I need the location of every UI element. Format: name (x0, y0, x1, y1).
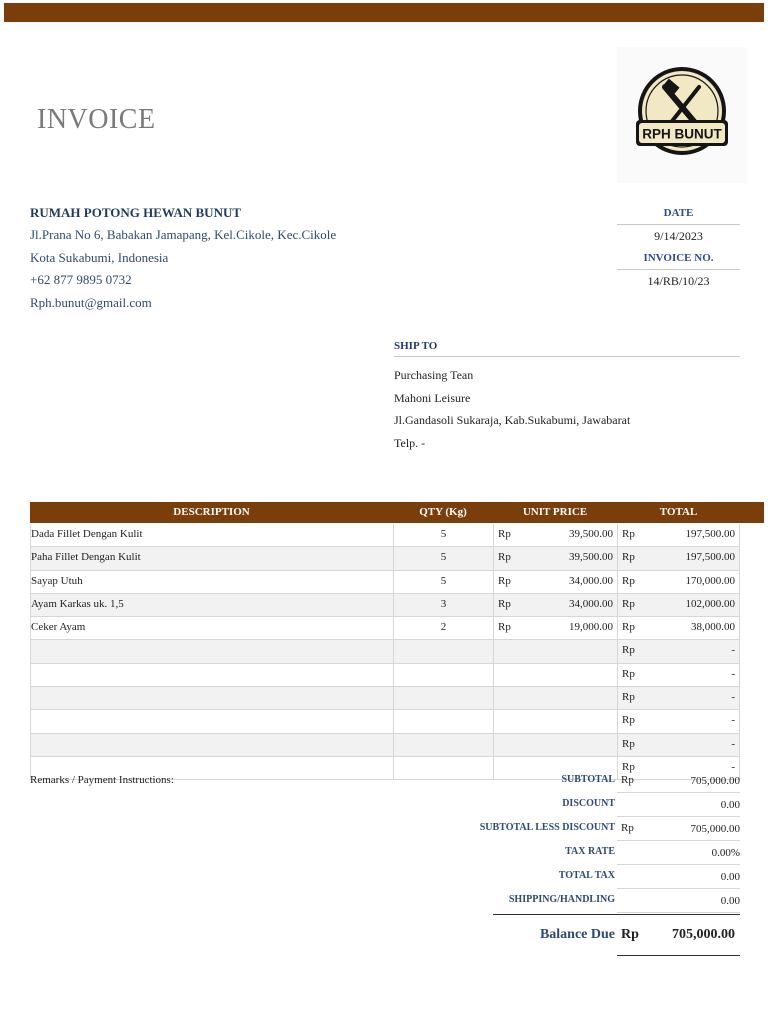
item-qty: 5 (393, 571, 493, 593)
remarks-label: Remarks / Payment Instructions: (30, 774, 174, 786)
item-description: Ayam Karkas uk. 1,5 (30, 594, 393, 616)
item-qty (393, 640, 493, 662)
item-unit-price: 39,500.00 (569, 551, 613, 564)
unit-price-currency: Rp (493, 571, 533, 593)
logo-text: RPH BUNUT (642, 126, 722, 142)
summary-currency: Rp (621, 774, 634, 786)
item-qty: 2 (393, 617, 493, 639)
item-unit-price (533, 664, 617, 686)
item-unit-price (533, 710, 617, 732)
header-total: TOTAL (659, 506, 698, 518)
item-qty: 3 (393, 594, 493, 616)
item-description: Paha Fillet Dengan Kulit (30, 547, 393, 569)
company-address-line-2: Kota Sukabumi, Indonesia (30, 249, 169, 265)
item-unit-price: 34,000.00 (569, 574, 613, 587)
item-total: 170,000.00 (657, 571, 740, 593)
total-currency: Rp (617, 640, 657, 662)
table-row (30, 571, 740, 594)
table-row (30, 617, 740, 640)
summary-row-discount (440, 794, 740, 818)
item-description: Ceker Ayam (30, 617, 393, 639)
rph-bunut-logo-icon (617, 47, 747, 183)
table-row (30, 664, 740, 687)
total-currency: Rp (617, 571, 657, 593)
item-total: 197,500.00 (657, 547, 740, 569)
summary-value: 0.00% (617, 842, 740, 865)
table-row (30, 687, 740, 710)
summary-block (440, 770, 740, 914)
summary-row-total-tax (440, 866, 740, 890)
header-unit-price: UNIT PRICE (522, 506, 588, 518)
item-qty (393, 664, 493, 686)
unit-price-cell (493, 640, 533, 662)
item-total: - (657, 734, 740, 756)
summary-label: TOTAL TAX (558, 870, 615, 881)
table-row (30, 594, 740, 617)
invoice-number-label: INVOICE NO. (617, 250, 740, 270)
summary-label: DISCOUNT (562, 798, 615, 809)
invoice-number-value: 14/RB/10/23 (647, 274, 710, 288)
total-currency: Rp (617, 547, 657, 569)
ship-to-line: Jl.Gandasoli Sukaraja, Kab.Sukabumi, Jawabarat (394, 413, 631, 427)
table-header (30, 502, 764, 523)
total-currency: Rp (617, 734, 657, 756)
item-description (30, 687, 393, 709)
unit-price-cell (493, 687, 533, 709)
summary-row-subtotal (440, 770, 740, 794)
company-phone: +62 877 9895 0732 (30, 272, 132, 287)
balance-due-underline (617, 955, 740, 956)
total-currency: Rp (617, 524, 657, 546)
item-qty (393, 734, 493, 756)
summary-label: SUBTOTAL (561, 774, 615, 785)
summary-label: SUBTOTAL LESS DISCOUNT (479, 822, 615, 833)
item-total: - (657, 687, 740, 709)
ship-to-line: Purchasing Tean (394, 368, 474, 382)
item-qty: 5 (393, 547, 493, 569)
invoice-meta (617, 205, 740, 295)
header-bar (4, 3, 764, 22)
item-unit-price: 34,000.00 (569, 597, 613, 610)
unit-price-cell (493, 734, 533, 756)
total-currency: Rp (617, 710, 657, 732)
summary-currency: Rp (621, 822, 634, 834)
summary-label: SHIPPING/HANDLING (508, 894, 615, 905)
item-description (30, 664, 393, 686)
item-unit-price (533, 687, 617, 709)
unit-price-currency: Rp (493, 524, 533, 546)
table-row (30, 547, 740, 570)
unit-price-currency: Rp (493, 547, 533, 569)
summary-label: TAX RATE (565, 846, 615, 857)
company-info (30, 205, 336, 317)
total-currency: Rp (617, 687, 657, 709)
total-currency: Rp (617, 664, 657, 686)
summary-divider (493, 914, 740, 915)
table-row (30, 734, 740, 757)
table-row (30, 640, 740, 663)
item-total: - (657, 710, 740, 732)
ship-to-line: Telp. - (394, 435, 426, 450)
date-value: 9/14/2023 (654, 229, 703, 243)
ship-to-block (394, 338, 740, 454)
company-address-line-1: Jl.Prana No 6, Babakan Jamapang, Kel.Cikole, Kec.Cikole (30, 227, 337, 242)
summary-value: 705,000.00 (617, 770, 740, 793)
company-name: RUMAH POTONG HEWAN BUNUT (30, 205, 242, 220)
item-description (30, 734, 393, 756)
summary-value: 705,000.00 (617, 818, 740, 841)
unit-price-cell (493, 710, 533, 732)
item-unit-price: 39,500.00 (569, 528, 613, 540)
header-qty: QTY (Kg) (419, 506, 467, 518)
balance-due (440, 923, 740, 957)
total-currency: Rp (617, 594, 657, 616)
item-qty (393, 687, 493, 709)
item-description: Sayap Utuh (30, 571, 393, 593)
company-logo (617, 47, 747, 183)
ship-to-label: SHIP TO (394, 338, 740, 357)
date-label: DATE (617, 205, 740, 225)
balance-due-value: 705,000.00 (672, 927, 735, 942)
item-description (30, 640, 393, 662)
page-title: INVOICE (37, 104, 156, 135)
header-description: DESCRIPTION (173, 506, 250, 518)
ship-to-line: Mahoni Leisure (394, 390, 471, 405)
total-currency: Rp (617, 617, 657, 639)
item-qty: 5 (393, 524, 493, 546)
item-total: 102,000.00 (657, 594, 740, 616)
summary-value: 0.00 (617, 890, 740, 913)
item-description (30, 710, 393, 732)
balance-due-currency: Rp (621, 927, 639, 942)
unit-price-currency: Rp (493, 594, 533, 616)
item-description: Dada Fillet Dengan Kulit (30, 524, 393, 546)
item-total: 197,500.00 (657, 524, 740, 546)
summary-value: 0.00 (617, 794, 740, 817)
summary-row-shipping (440, 890, 740, 914)
item-total: - (657, 664, 740, 686)
table-row (30, 524, 740, 547)
balance-due-label: Balance Due (539, 927, 615, 942)
line-items-table (30, 524, 740, 780)
item-total: - (657, 640, 740, 662)
item-unit-price: 19,000.00 (569, 621, 613, 634)
unit-price-cell (493, 664, 533, 686)
item-unit-price (533, 734, 617, 756)
table-row (30, 710, 740, 733)
item-unit-price (533, 640, 617, 662)
summary-row-tax-rate (440, 842, 740, 866)
summary-value: 0.00 (617, 866, 740, 889)
item-total: - (657, 757, 740, 779)
item-qty (393, 710, 493, 732)
item-total: 38,000.00 (657, 617, 740, 639)
summary-row-subtotal-less-discount (440, 818, 740, 842)
total-currency: Rp (617, 757, 657, 779)
company-email: Rph.bunut@gmail.com (30, 294, 152, 310)
unit-price-currency: Rp (493, 617, 533, 639)
